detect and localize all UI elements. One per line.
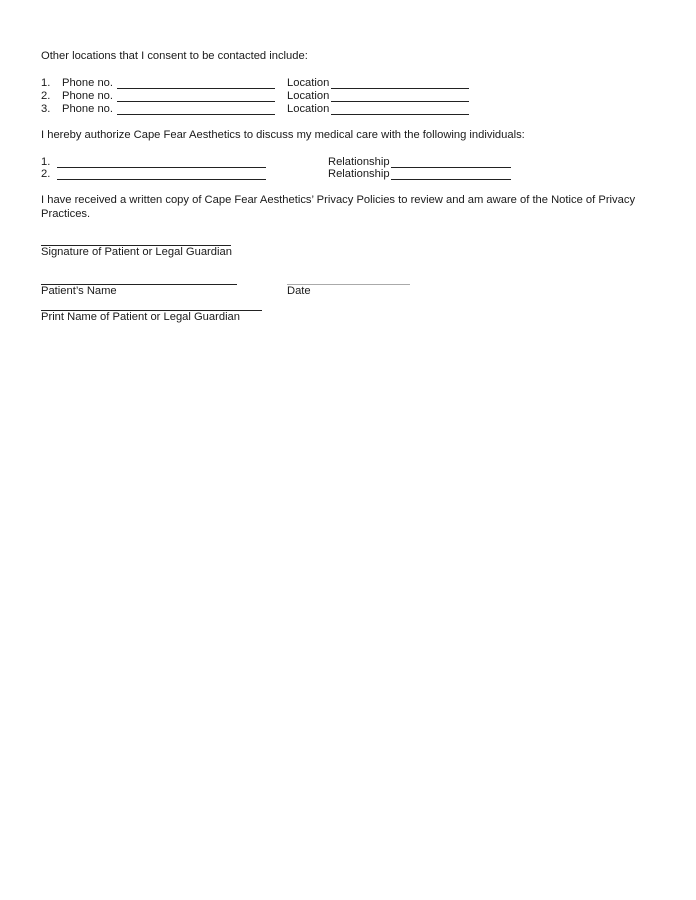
relationship-label: Relationship (328, 156, 390, 168)
phone-label: Phone no. (62, 103, 114, 115)
location-label: Location (287, 103, 330, 115)
location-label: Location (287, 90, 330, 102)
date-label: Date (287, 285, 311, 297)
location-field-3[interactable] (331, 114, 469, 115)
relationship-field-2[interactable] (391, 179, 511, 180)
row-number: 3. (41, 103, 51, 115)
row-number: 1. (41, 77, 51, 89)
privacy-acknowledgement: I have received a written copy of Cape Fear Aesthetics’ Privacy Policies to review and am aware of the Notice of Privacy Practices. (41, 194, 636, 220)
print-name-label: Print Name of Patient or Legal Guardian (41, 311, 240, 323)
location-field-2[interactable] (331, 101, 469, 102)
phone-label: Phone no. (62, 77, 114, 89)
individual-name-field-2[interactable] (57, 179, 266, 180)
signature-label: Signature of Patient or Legal Guardian (41, 246, 232, 258)
phone-field-3[interactable] (117, 114, 275, 115)
phone-field-1[interactable] (117, 88, 275, 89)
patient-name-label: Patient’s Name (41, 285, 117, 297)
relationship-field-1[interactable] (391, 167, 511, 168)
location-field-1[interactable] (331, 88, 469, 89)
row-number: 2. (41, 168, 51, 180)
relationship-label: Relationship (328, 168, 390, 180)
location-label: Location (287, 77, 330, 89)
row-number: 2. (41, 90, 51, 102)
phone-field-2[interactable] (117, 101, 275, 102)
contact-locations-intro: Other locations that I consent to be contacted include: (41, 50, 308, 62)
authorization-text: I hereby authorize Cape Fear Aesthetics to discuss my medical care with the following individuals: (41, 129, 525, 141)
phone-label: Phone no. (62, 90, 114, 102)
row-number: 1. (41, 156, 51, 168)
individual-name-field-1[interactable] (57, 167, 266, 168)
